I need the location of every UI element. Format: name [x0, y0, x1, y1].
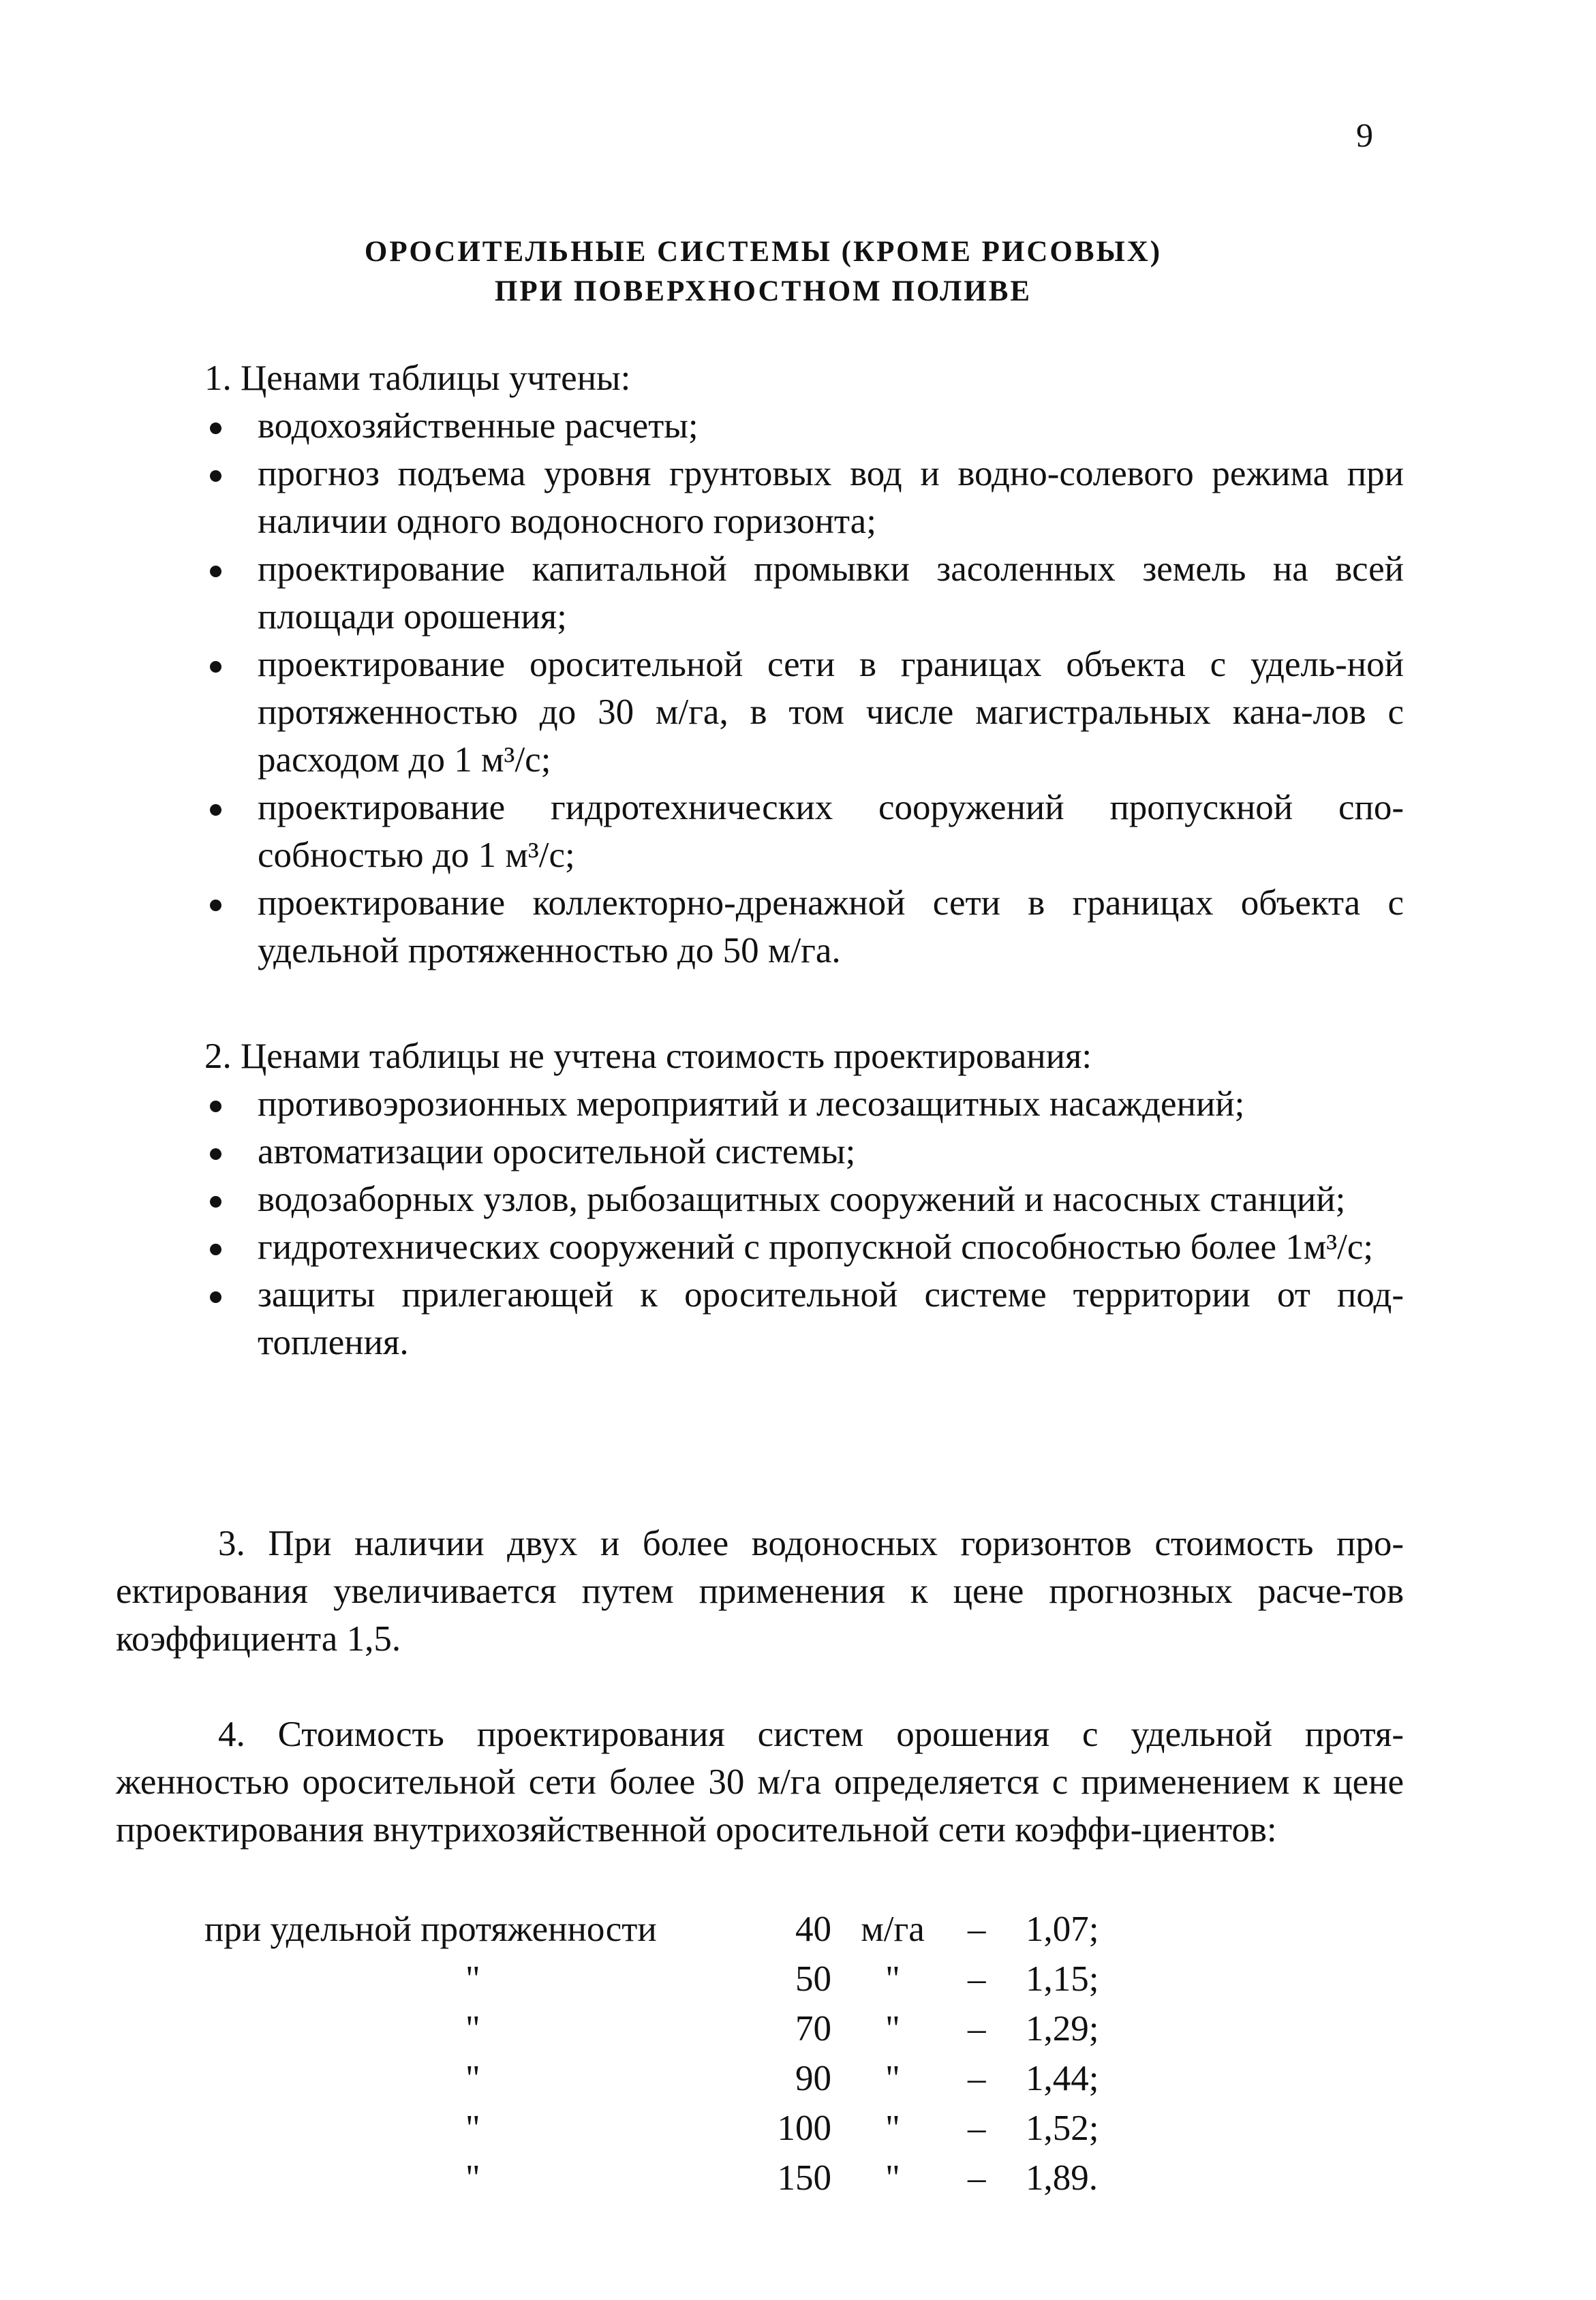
coefficient-row: [0, 1905, 1596, 1954]
coefficient-unit: ": [885, 2109, 900, 2148]
coefficient-label: при удельной протяженности: [204, 1910, 657, 1949]
coefficient-unit: ": [885, 1959, 900, 1999]
list-item: проектирование гидротехнических сооружений пропускной спо-собностью до 1 м³/с;: [204, 784, 1404, 879]
coefficient-value: 1,89.: [1026, 2158, 1098, 2198]
coefficient-value: 1,44;: [1026, 2059, 1099, 2098]
list-item: противоэрозионных мероприятий и лесозащитных насаждений;: [204, 1080, 1404, 1128]
coefficient-dash: –: [968, 1959, 986, 1999]
section-2-list: [204, 1080, 1404, 1366]
section-4-paragraph: 4. Стоимость проектирования систем орошения с удельной протя-женностью оросительной сети более 30 м/га определяется с применением к цене проектирования внутрихозяйственной оросительной сети коэффи-циентов:: [116, 1715, 1404, 1850]
section-3-paragraph: 3. При наличии двух и более водоносных горизонтов стоимость про-ектирования увеличивается путем применения к цене прогнозных расче-тов коэффициента 1,5.: [116, 1524, 1404, 1659]
coefficient-length: 90: [795, 2059, 831, 2098]
coefficient-unit: м/га: [861, 1910, 925, 1949]
section-1-heading: 1. Ценами таблицы учтены:: [204, 358, 631, 398]
coefficient-label: ": [465, 2009, 480, 2049]
coefficient-length: 70: [795, 2009, 831, 2049]
list-item: проектирование капитальной промывки засоленных земель на всей площади орошения;: [204, 545, 1404, 641]
coefficient-row: [0, 1954, 1596, 2004]
page-number: 9: [1356, 116, 1373, 154]
list-item: водохозяйственные расчеты;: [204, 402, 1404, 450]
coefficient-value: 1,52;: [1026, 2109, 1099, 2148]
coefficient-dash: –: [968, 2009, 986, 2049]
list-item: защиты прилегающей к оросительной системе территории от под-топления.: [204, 1271, 1404, 1366]
list-item: гидротехнических сооружений с пропускной способностью более 1м³/с;: [204, 1223, 1404, 1271]
list-item: водозаборных узлов, рыбозащитных сооружений и насосных станций;: [204, 1176, 1404, 1223]
list-item: автоматизации оросительной системы;: [204, 1128, 1404, 1176]
list-item: проектирование оросительной сети в границах объекта с удель-ной протяженностью до 30 м/га, в том числе магистральных кана-лов с расходом до 1 м³/с;: [204, 641, 1404, 784]
coefficient-value: 1,07;: [1026, 1910, 1099, 1949]
coefficient-unit: ": [885, 2009, 900, 2049]
section-1-list: [204, 402, 1404, 975]
coefficient-row: [0, 2153, 1596, 2203]
coefficient-row: [0, 2004, 1596, 2053]
coefficient-value: 1,15;: [1026, 1959, 1099, 1999]
coefficient-unit: ": [885, 2158, 900, 2198]
coefficient-length: 40: [795, 1910, 831, 1949]
list-item: проектирование коллекторно-дренажной сети в границах объекта с удельной протяженностью до 50 м/га.: [204, 879, 1404, 975]
page-title-line-1: ОРОСИТЕЛЬНЫЕ СИСТЕМЫ (КРОМЕ РИСОВЫХ): [364, 236, 1163, 268]
coefficient-dash: –: [968, 2109, 986, 2148]
coefficient-label: ": [465, 2158, 480, 2198]
coefficient-length: 100: [777, 2109, 831, 2148]
coefficient-value: 1,29;: [1026, 2009, 1099, 2049]
list-item: прогноз подъема уровня грунтовых вод и водно-солевого режима при наличии одного водоносного горизонта;: [204, 450, 1404, 545]
coefficient-dash: –: [968, 2158, 986, 2198]
coefficient-unit: ": [885, 2059, 900, 2098]
coefficient-row: [0, 2054, 1596, 2103]
coefficient-label: ": [465, 2059, 480, 2098]
coefficient-dash: –: [968, 2059, 986, 2098]
coefficient-length: 150: [777, 2158, 831, 2198]
section-2-heading: 2. Ценами таблицы не учтена стоимость проектирования:: [204, 1037, 1092, 1076]
page-title-line-2: ПРИ ПОВЕРХНОСТНОМ ПОЛИВЕ: [494, 275, 1032, 307]
coefficient-dash: –: [968, 1910, 986, 1949]
coefficient-row: [0, 2104, 1596, 2153]
coefficient-length: 50: [795, 1959, 831, 1999]
coefficient-label: ": [465, 1959, 480, 1999]
coefficient-label: ": [465, 2109, 480, 2148]
